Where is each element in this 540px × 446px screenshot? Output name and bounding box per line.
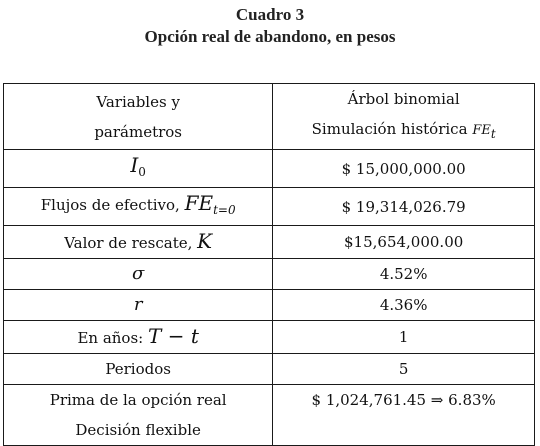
row-value-rate: 4.36% (273, 290, 535, 321)
premium-label-line1: Prima de la opción real (49, 391, 227, 409)
row-label-premium (4, 385, 273, 446)
cash-flows-symbol: FE (184, 191, 214, 215)
investment-symbol: I (130, 153, 139, 177)
header-method-line2 (273, 114, 534, 149)
table-row (4, 226, 535, 259)
table-row (4, 354, 535, 385)
row-label-rate (4, 290, 273, 321)
table-row (4, 321, 535, 354)
header-variables-cell (4, 84, 273, 150)
cash-flows-subscript: t=0 (213, 203, 236, 217)
table-caption-subtitle: Opción real de abandono, en pesos (144, 27, 396, 46)
premium-label-line2: Decisión flexible (75, 421, 201, 439)
volatility-symbol: σ (132, 263, 145, 284)
years-text: En años: (77, 329, 148, 347)
investment-subscript: 0 (138, 165, 146, 179)
row-value-premium: $ 1,024,761.45 ⇒ 6.83% (273, 385, 535, 446)
row-label-investment (4, 150, 273, 188)
row-label-periods: Periodos (4, 354, 273, 385)
row-label-volatility (4, 259, 273, 290)
header-variables-line1: Variables y (96, 92, 180, 111)
table-row (4, 259, 535, 290)
salvage-value-text: Valor de rescate, (64, 234, 198, 252)
header-fe-symbol: FE (472, 123, 491, 138)
table-header-row (4, 84, 535, 150)
table-row (4, 290, 535, 321)
table-caption-title: Cuadro 3 (235, 5, 305, 24)
header-variables-line2: parámetros (94, 122, 182, 141)
options-table (3, 83, 535, 446)
row-value-cash-flows: $ 19,314,026.79 (273, 188, 535, 226)
table-row (4, 150, 535, 188)
rate-symbol: r (133, 294, 143, 315)
row-value-salvage-value: $15,654,000.00 (273, 226, 535, 259)
row-value-volatility: 4.52% (273, 259, 535, 290)
table-row (4, 188, 535, 226)
row-label-salvage-value (4, 226, 273, 259)
row-label-cash-flows (4, 188, 273, 226)
row-value-periods: 5 (273, 354, 535, 385)
cash-flows-text: Flujos de efectivo, (40, 196, 185, 214)
header-method-line1: Árbol binomial (347, 90, 460, 108)
row-value-investment: $ 15,000,000.00 (273, 150, 535, 188)
salvage-value-symbol: K (197, 229, 213, 253)
header-method-cell (273, 84, 535, 150)
header-fe-subscript: t (490, 127, 496, 141)
years-symbol: T − t (148, 324, 199, 348)
row-value-years: 1 (273, 321, 535, 354)
header-method-text: Simulación histórica (311, 120, 468, 138)
row-label-years (4, 321, 273, 354)
table-row (4, 385, 535, 446)
